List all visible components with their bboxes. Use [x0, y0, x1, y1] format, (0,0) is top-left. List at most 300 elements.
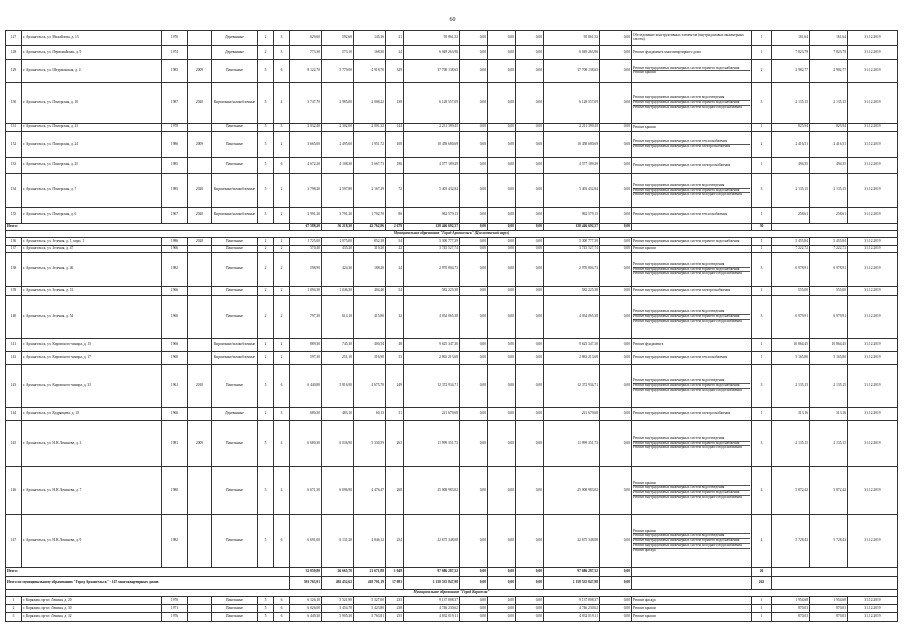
row-number: 143 — [6, 365, 22, 408]
fund-local: 0,00 — [516, 132, 544, 158]
repair-cost: 4 746 230,62 — [404, 605, 460, 613]
living-area: 745,30 — [322, 338, 354, 351]
fund-regional: 0,00 — [488, 83, 516, 123]
completion-date: 31.12.2019 — [848, 158, 898, 173]
work-type-item: Ремонт внутридомовых инженерных систем горячего водоснабжения — [633, 384, 750, 389]
total-fund-regional: 0,00 — [488, 576, 516, 589]
fund-regional: 0,00 — [488, 351, 516, 364]
unit-cost: 5 165,80 — [810, 351, 848, 364]
residents: 268 — [386, 467, 404, 515]
living-area: 4 108,30 — [322, 158, 354, 173]
fund-regional: 0,00 — [488, 407, 516, 420]
housing-repair-register-table — [5, 30, 898, 622]
year-last-repair: 2020 — [188, 173, 212, 207]
residents: 22 — [386, 246, 404, 253]
year-built: 1976 — [162, 31, 188, 46]
total-area: 570,40 — [290, 246, 322, 253]
row-number: 135 — [6, 208, 22, 223]
entrances: 6 — [274, 596, 290, 604]
total-label: Итого по муниципальному образованию "Город Архангельск" - 147 многоквартирных домов — [6, 576, 290, 589]
unit-cost: 555,00 — [810, 286, 848, 296]
unit-cost-max: 2 135,15 — [772, 365, 810, 408]
work-count: 1 — [752, 286, 772, 296]
work-type-item: Ремонт крыши — [633, 124, 656, 129]
work-type-item: Ремонт фундамента — [633, 342, 664, 347]
fund-regional: 0,00 — [488, 158, 516, 173]
total-area: 3 991,20 — [290, 208, 322, 223]
unit-cost-max: 258,61 — [772, 208, 810, 223]
living-area: 5 521,90 — [322, 596, 354, 604]
repair-cost: 221 679,68 — [404, 407, 460, 420]
wall-material: Панельные — [212, 246, 258, 253]
fund-owners: 962 579,13 — [544, 208, 600, 223]
residents: 54 — [386, 237, 404, 245]
total-area: 597,30 — [290, 351, 322, 364]
total-owned-area: 21 671,88 — [354, 568, 386, 576]
table-row — [6, 407, 898, 420]
residents: 54 — [386, 286, 404, 296]
unit-cost-max: 2 135,15 — [772, 83, 810, 123]
total-residents: 17 983 — [386, 576, 404, 589]
floors: 5 — [258, 514, 274, 568]
work-type-item: Ремонт внутридомовых инженерных систем электроснабжения — [633, 410, 731, 415]
completion-date: 31.12.2019 — [848, 123, 898, 131]
fund-regional: 0,00 — [488, 132, 516, 158]
fund-federal: 0,00 — [460, 605, 488, 613]
completion-date: 31.12.2019 — [848, 46, 898, 59]
entrances: 6 — [274, 59, 290, 83]
work-type-item: Ремонт внутридомовых инженерных систем электроснабжения — [633, 287, 731, 292]
owned-area: 400,54 — [354, 338, 386, 351]
total-fund-owners: 128 446 692,57 — [544, 223, 600, 230]
year-built: 1960 — [162, 351, 188, 364]
work-types — [632, 365, 752, 408]
work-type-item: Ремонт внутридомовых инженерных систем горячего водоснабжения — [633, 189, 750, 194]
fund-federal: 0,00 — [460, 237, 488, 245]
row-number: 129 — [6, 59, 22, 83]
total-works — [632, 568, 752, 576]
repair-cost: 25 008 983,02 — [404, 467, 460, 515]
fund-owners: 9 137 808,37 — [544, 596, 600, 604]
address: г. Архангельск, ул. Штурманская, д. 4 — [22, 59, 162, 83]
fund-federal: 0,00 — [460, 253, 488, 286]
work-count: 1 — [752, 338, 772, 351]
row-number: 141 — [6, 338, 22, 351]
living-area: 5 816,90 — [322, 365, 354, 408]
work-type-item: Ремонт внутридомовых инженерных систем горячего водоснабжения — [633, 442, 750, 447]
year-built: 1961 — [162, 365, 188, 408]
repair-cost: 6 049 263,96 — [404, 46, 460, 59]
fund-other: 0,00 — [600, 420, 632, 466]
wall-material: Панельные — [212, 514, 258, 568]
year-built: 1976 — [162, 613, 188, 622]
year-last-repair: 2020 — [188, 208, 212, 223]
repair-cost: 582 225,38 — [404, 286, 460, 296]
unit-cost-max: 5 455,84 — [772, 237, 810, 245]
work-types — [632, 158, 752, 173]
row-number: 146 — [6, 467, 22, 515]
completion-date: 31.12.2019 — [848, 208, 898, 223]
year-last-repair — [188, 338, 212, 351]
floors: 5 — [258, 173, 274, 207]
work-type-item: Ремонт внутридомовых инженерных систем водоотведения — [633, 96, 750, 101]
work-count: 1 — [752, 246, 772, 253]
fund-federal: 0,00 — [460, 83, 488, 123]
entrances: 2 — [274, 296, 290, 339]
owned-area: 5 327,00 — [354, 596, 386, 604]
year-last-repair — [188, 514, 212, 568]
floors: 2 — [258, 46, 274, 59]
floors: 5 — [258, 158, 274, 173]
year-built: 1986 — [162, 237, 188, 245]
fund-federal: 0,00 — [460, 246, 488, 253]
table-row — [6, 46, 898, 59]
year-built: 1974 — [162, 46, 188, 59]
year-last-repair — [188, 46, 212, 59]
row-number: 137 — [6, 246, 22, 253]
fund-regional: 0,00 — [488, 123, 516, 131]
fund-regional: 0,00 — [488, 173, 516, 207]
year-last-repair — [188, 351, 212, 364]
year-built: 1978 — [162, 123, 188, 131]
total-area: 4 672,20 — [290, 158, 322, 173]
work-count: 1 — [752, 31, 772, 46]
work-type-item: Ремонт внутридомовых инженерных систем холодного водоснабжения — [633, 271, 742, 276]
floors: 5 — [258, 123, 274, 131]
unit-cost-max: 494,35 — [772, 158, 810, 173]
year-built: 1966 — [162, 338, 188, 351]
unit-cost-max: 2 416,51 — [772, 132, 810, 158]
fund-federal: 0,00 — [460, 123, 488, 131]
total-living-area: 492 452,62 — [322, 576, 354, 589]
unit-cost: 494,35 — [810, 158, 848, 173]
row-number: 128 — [6, 46, 22, 59]
address: г. Архангельск, ул. Зеленая, д. 51 — [22, 286, 162, 296]
unit-cost: 6 979,91 — [810, 296, 848, 339]
unit-cost: 1 954,68 — [810, 596, 848, 604]
fund-other: 0,00 — [600, 158, 632, 173]
work-type-item: Ремонт внутридомовых инженерных систем холодного водоснабжения — [633, 387, 742, 392]
completion-date: 31.12.2019 — [848, 605, 898, 613]
work-types — [632, 596, 752, 604]
owned-area: 852,38 — [354, 237, 386, 245]
total-fund-other: 0,00 — [600, 568, 632, 576]
total-living-area: 56 218,30 — [322, 223, 354, 230]
work-types — [632, 605, 752, 613]
work-types — [632, 296, 752, 339]
work-types — [632, 46, 752, 59]
floors: 5 — [258, 467, 274, 515]
work-count: 2 — [752, 132, 772, 158]
section-header-row — [6, 230, 898, 237]
table-row — [6, 253, 898, 286]
wall-material: Панельные — [212, 420, 258, 466]
total-fund-federal: 0,00 — [460, 576, 488, 589]
fund-local: 0,00 — [516, 407, 544, 420]
year-last-repair — [188, 467, 212, 515]
completion-date: 31.12.2019 — [848, 514, 898, 568]
living-area: 592,60 — [322, 31, 354, 46]
unit-cost: 7 222,72 — [810, 246, 848, 253]
work-type-item: Ремонт фундамента многоквартирного дома — [633, 49, 701, 54]
fund-federal: 0,00 — [460, 514, 488, 568]
row-number: 136 — [6, 237, 22, 245]
fund-other: 0,00 — [600, 132, 632, 158]
fund-local: 0,00 — [516, 467, 544, 515]
living-area: 2 507,80 — [322, 173, 354, 207]
work-types — [632, 407, 752, 420]
address: г. Архангельск, ул. Первомайская, д. 9 — [22, 46, 162, 59]
floors: 2 — [258, 246, 274, 253]
row-number: 1 — [6, 596, 22, 604]
completion-date: 31.12.2019 — [848, 286, 898, 296]
fund-other: 0,00 — [600, 514, 632, 568]
unit-cost-max: 5 728,43 — [772, 514, 810, 568]
residents: 31 — [386, 407, 404, 420]
fund-local: 0,00 — [516, 365, 544, 408]
address: г. Архангельск, ул. Поморская, д. 24 — [22, 132, 162, 158]
total-residents: 2 679 — [386, 223, 404, 230]
unit-cost: 5 728,43 — [810, 514, 848, 568]
total-work-count: 262 — [752, 576, 772, 589]
owned-area: 316,90 — [354, 351, 386, 364]
unit-cost: 7 823,79 — [810, 46, 848, 59]
year-last-repair — [188, 407, 212, 420]
work-type-item: Ремонт внутридомовых инженерных систем горячего водоснабжения — [633, 67, 750, 72]
year-built: 1985 — [162, 173, 188, 207]
repair-cost: 5 403 432,84 — [404, 173, 460, 207]
work-count: 1 — [752, 46, 772, 59]
fund-federal: 0,00 — [460, 351, 488, 364]
unit-cost-max: 6 978,91 — [772, 253, 810, 286]
fund-owners: 4 577 189,29 — [544, 158, 600, 173]
floors: 2 — [258, 253, 274, 286]
repair-cost: 2 970 804,73 — [404, 253, 460, 286]
entrances: 6 — [274, 365, 290, 408]
floors: 5 — [258, 596, 274, 604]
living-area: 251,10 — [322, 351, 354, 364]
wall-material: Панельные — [212, 286, 258, 296]
living-area: 3 791,20 — [322, 208, 354, 223]
year-last-repair — [188, 596, 212, 604]
unit-cost: 2 416,51 — [810, 132, 848, 158]
fund-local: 0,00 — [516, 158, 544, 173]
residents: 24 — [386, 46, 404, 59]
total-area: 6 026,00 — [290, 605, 322, 613]
fund-other: 0,00 — [600, 253, 632, 286]
work-types — [632, 208, 752, 223]
year-built: 1966 — [162, 407, 188, 420]
total-area: 8 122,70 — [290, 59, 322, 83]
floors: 3 — [258, 208, 274, 223]
year-last-repair — [188, 605, 212, 613]
table-row — [6, 613, 898, 622]
work-types — [632, 83, 752, 123]
fund-federal: 0,00 — [460, 132, 488, 158]
table-row — [6, 208, 898, 223]
work-type-item: Ремонт внутридомовых инженерных систем водоотведения — [633, 310, 750, 315]
owned-area: 188,20 — [354, 253, 386, 286]
total-blank — [772, 568, 898, 576]
total-row — [6, 223, 898, 230]
fund-owners: 2 970 804,73 — [544, 253, 600, 286]
fund-federal: 0,00 — [460, 407, 488, 420]
work-types — [632, 132, 752, 158]
completion-date: 31.12.2019 — [848, 613, 898, 622]
address: г. Архангельск, ул. Поморская, д. 23 — [22, 123, 162, 131]
year-last-repair — [188, 253, 212, 286]
unit-cost: 5 872,42 — [810, 467, 848, 515]
total-label: Итого: — [6, 223, 290, 230]
fund-regional: 0,00 — [488, 208, 516, 223]
residents: 196 — [386, 158, 404, 173]
total-area: 6 671,30 — [290, 467, 322, 515]
fund-owners: 10 458 680,69 — [544, 132, 600, 158]
owned-area: 4 918,70 — [354, 59, 386, 83]
work-types — [632, 237, 752, 245]
entrances: 6 — [274, 613, 290, 622]
entrances: 4 — [274, 467, 290, 515]
completion-date: 31.12.2019 — [848, 407, 898, 420]
residents: 33 — [386, 351, 404, 364]
floors: 5 — [258, 365, 274, 408]
total-fund-other: 0,00 — [600, 223, 632, 230]
unit-cost-max: 555,00 — [772, 286, 810, 296]
total-fund-owners: 97 686 287,52 — [544, 568, 600, 576]
fund-local: 0,00 — [516, 351, 544, 364]
total-area: 598,90 — [290, 253, 322, 286]
section-title: Муниципальное образование "Город Архангельск" (Цигломенский округ) — [6, 230, 898, 237]
address: г. Архангельск, ул. Кировского-чинара, д. 33 — [22, 365, 162, 408]
living-area: 2 302,00 — [322, 123, 354, 131]
fund-owners: 2 863 213,68 — [544, 351, 600, 364]
work-type-item: Ремонт крыши — [633, 605, 656, 610]
work-count: 3 — [752, 365, 772, 408]
total-area: 773,30 — [290, 46, 322, 59]
row-number: 131 — [6, 123, 22, 131]
table-row — [6, 246, 898, 253]
repair-cost: 37 708 138,65 — [404, 59, 460, 83]
work-type-item: Ремонт внутридомовых инженерных систем водоотведения — [633, 486, 750, 491]
fund-local: 0,00 — [516, 208, 544, 223]
completion-date: 31.12.2019 — [848, 351, 898, 364]
total-works — [632, 223, 752, 230]
work-type-item: Ремонт внутридомовых инженерных систем водоотведения — [633, 184, 750, 189]
table-row — [6, 59, 898, 83]
work-count: 4 — [752, 514, 772, 568]
table-row — [6, 596, 898, 604]
unit-cost-max: 7 222,72 — [772, 246, 810, 253]
fund-local: 0,00 — [516, 338, 544, 351]
work-type-item: Ремонт фасада — [633, 547, 656, 552]
fund-federal: 0,00 — [460, 420, 488, 466]
floors: 5 — [258, 83, 274, 123]
entrances: 2 — [274, 208, 290, 223]
work-count: 1 — [752, 208, 772, 223]
total-cost: 1 158 535 847,98 — [404, 576, 460, 589]
work-type-item: Ремонт внутридомовых инженерных систем горячего водоснабжения — [633, 268, 750, 273]
fund-federal: 0,00 — [460, 59, 488, 83]
unit-cost-max: 2 135,15 — [772, 420, 810, 466]
residents: 329 — [386, 59, 404, 83]
work-count: 1 — [752, 596, 772, 604]
wall-material: Панельные — [212, 605, 258, 613]
living-area: 483,10 — [322, 407, 354, 420]
table-row — [6, 123, 898, 131]
owned-area: 3 667,73 — [354, 158, 386, 173]
total-area: 3 665,00 — [290, 132, 322, 158]
living-area: 5 454,70 — [322, 605, 354, 613]
year-last-repair — [188, 31, 212, 46]
owned-area: 5 330,59 — [354, 420, 386, 466]
work-type-item: Ремонт внутридомовых инженерных систем горячего водоснабжения — [633, 491, 750, 496]
floors: 2 — [258, 407, 274, 420]
completion-date: 31.12.2019 — [848, 173, 898, 207]
work-count: 2 — [752, 59, 772, 83]
repair-cost: 962 579,13 — [404, 208, 460, 223]
wall-material: Панельные — [212, 59, 258, 83]
year-last-repair: 2020 — [188, 237, 212, 245]
fund-federal: 0,00 — [460, 31, 488, 46]
year-last-repair: 2009 — [188, 420, 212, 466]
work-count: 3 — [752, 83, 772, 123]
living-area: 5 905,30 — [322, 613, 354, 622]
fund-federal: 0,00 — [460, 173, 488, 207]
fund-owners: 2 211 399,45 — [544, 123, 600, 131]
fund-local: 0,00 — [516, 123, 544, 131]
row-number: 140 — [6, 296, 22, 339]
wall-material: Деревянные — [212, 46, 258, 59]
total-area: 1 094,30 — [290, 286, 322, 296]
work-count: 1 — [752, 158, 772, 173]
row-number: 142 — [6, 351, 22, 364]
table-row — [6, 365, 898, 408]
table-row — [6, 467, 898, 515]
row-number: 3 — [6, 613, 22, 622]
fund-regional: 0,00 — [488, 286, 516, 296]
wall-material: Деревянные — [212, 31, 258, 46]
work-count: 1 — [752, 351, 772, 364]
fund-other: 0,00 — [600, 605, 632, 613]
wall-material: Кирпичные/шлакоблочные — [212, 338, 258, 351]
fund-other: 0,00 — [600, 246, 632, 253]
fund-owners: 95 861,52 — [544, 31, 600, 46]
unit-cost: 6 978,91 — [810, 253, 848, 286]
owned-area: 1 951,72 — [354, 132, 386, 158]
floors: 5 — [258, 132, 274, 158]
address: г. Архангельск, ул. Кировского-чинара, д. 15 — [22, 338, 162, 351]
completion-date: 31.12.2019 — [848, 132, 898, 158]
completion-date: 31.12.2019 — [848, 246, 898, 253]
total-area: 6 449,30 — [290, 613, 322, 622]
fund-other: 0,00 — [600, 351, 632, 364]
work-type-item: Ремонт внутридомовых инженерных систем водоотведения — [633, 534, 750, 539]
address: г. Архангельск, ул. Кудрявцева, д. 10 — [22, 407, 162, 420]
total-blank — [772, 223, 898, 230]
fund-other: 0,00 — [600, 338, 632, 351]
unit-cost-max: 5 872,42 — [772, 467, 810, 515]
fund-local: 0,00 — [516, 237, 544, 245]
year-built: 1976 — [162, 596, 188, 604]
unit-cost: 161,64 — [810, 31, 848, 46]
total-area: 6 440,80 — [290, 365, 322, 408]
total-area: 32 059,80 — [290, 568, 322, 576]
entrances: 2 — [274, 338, 290, 351]
repair-cost: 9 137 808,37 — [404, 596, 460, 604]
row-number: 144 — [6, 407, 22, 420]
entrances: 3 — [274, 46, 290, 59]
fund-regional: 0,00 — [488, 596, 516, 604]
